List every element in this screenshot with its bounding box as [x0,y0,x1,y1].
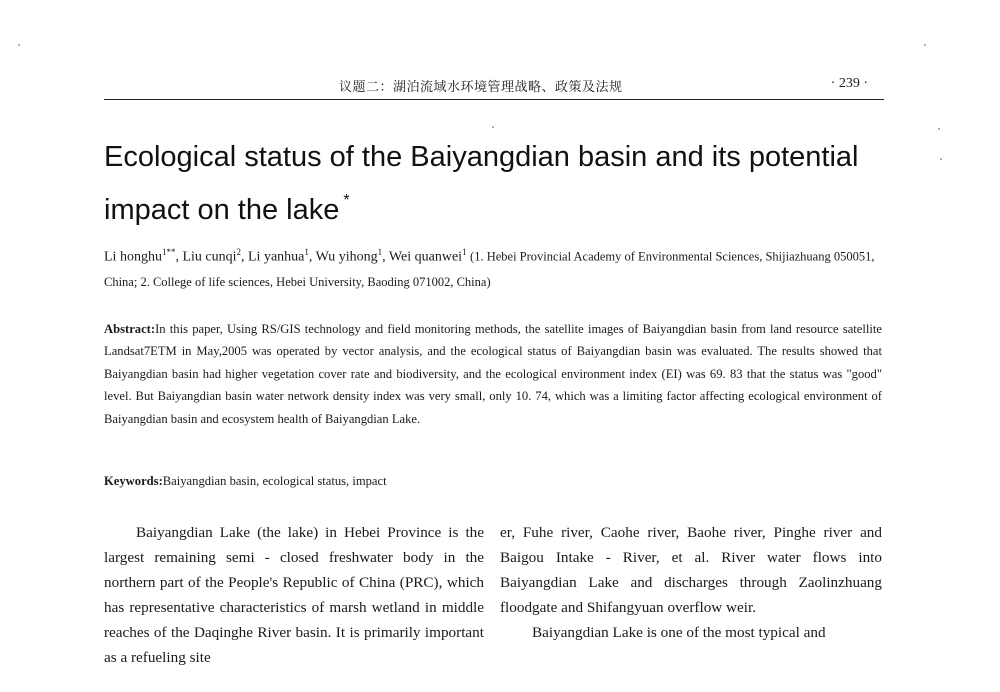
body-column-left [104,520,484,670]
author-name: Wu yihong [315,249,378,265]
author-name: Wei quanwei [388,249,463,265]
paper-title [104,136,894,232]
keywords [104,470,882,492]
author-name: Li yanhua [248,249,305,265]
abstract-label: Abstract: [104,322,156,336]
scan-speck [492,126,494,128]
keywords-text: Baiyangdian basin, ecological status, impact [162,474,387,488]
body-column-right [500,520,882,645]
author-affiliation-mark: 1** [161,247,176,257]
abstract-text: In this paper, Using RS/GIS technology and field monitoring methods, the satellite images of Baiyangdian basin from land resource satellite Landsat7ETM in May,2005 was operated by vector analysis, and the ecological status of Baiyangdian basin was evaluated. The results showed that Baiyangdian basin had higher vegetation cover rate and biodiversity, and the ecological environment index (EI) was 69. 83 that the status was "good" level. But Baiyangdian basin water network density index was very small, only 10. 74, which was a limiting factor affecting ecological environment of Baiyangdian basin and ecosystem health of Baiyangdian Lake. [104,322,882,426]
keywords-label: Keywords: [104,474,163,488]
affiliations: (1. Hebei Provincial Academy of Environmental Sciences, Shijiazhuang 050051, China; 2. College of life sciences, Hebei University, Baoding 071002, China) [104,249,875,289]
scan-speck [940,158,942,160]
author-affiliation-mark: 1 [462,247,467,257]
body-paragraph: er, Fuhe river, Caohe river, Baohe river, Pinghe river and Baigou Intake - River, et al. River water flows into Baiyangdian Lake and discharges through Zaolinzhuang floodgate and Shifangyuan overflow weir. [500,524,882,616]
author-block: Li honghu$^{1**}$, Liu cunqi$^2$, Li yanhua$^1$, Wu yihong$^1$, Wei quanwei$^1$ (1. Hebei Provincial Academy of Environmental Sciences, Shijiazhuang 050051, China; 2. College of life sciences, Hebei University, Baoding 071002, China) [104,247,875,289]
running-header [104,74,884,96]
author-name: Li honghu [104,249,162,265]
author-name: Liu cunqi [182,249,237,265]
scan-speck [924,44,926,46]
author-affiliation-mark: 1 [304,247,309,257]
scan-speck [938,128,940,130]
title-footnote-mark: * [343,192,350,209]
page-number: · 239 · [830,76,868,91]
author-affiliation-mark: 1 [377,247,383,257]
header-rule [104,99,884,100]
author-affiliation-mark: 2 [236,247,241,257]
body-paragraph: Baiyangdian Lake is one of the most typical and [532,624,826,641]
paper-title-text: Ecological status of the Baiyangdian basin and its potential impact on the lake [104,141,859,226]
scan-speck [18,44,20,46]
abstract [104,318,882,430]
body-paragraph: Baiyangdian Lake (the lake) in Hebei Province is the largest remaining semi - closed freshwater body in the northern part of the People's Republic of China (PRC), which has representative characteristics of marsh wetland in middle reaches of the Daqinghe River basin. It is primarily important as a refueling site [104,524,484,666]
running-title: 议题二：湖泊流域水环境管理战略、政策及法规 [339,80,623,95]
